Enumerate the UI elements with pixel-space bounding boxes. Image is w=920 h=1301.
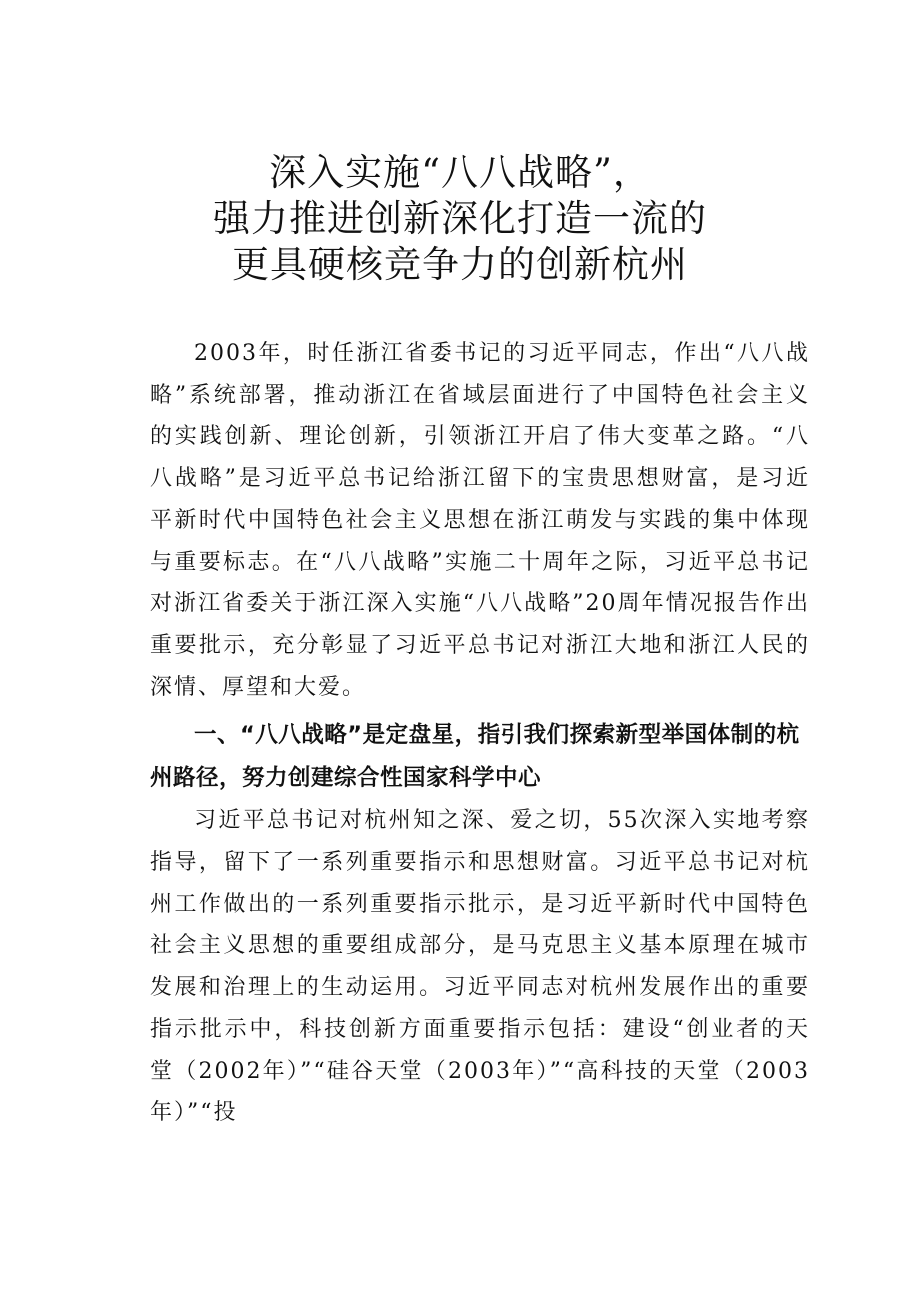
document-body <box>150 333 810 1134</box>
title-line-2: 强力推进创新深化打造一流的 <box>213 197 707 240</box>
section-1-paragraph: 习近平总书记对杭州知之深、爱之切，55次深入实地考察指导，留下了一系列重要指示和思想财富。习近平总书记对杭州工作做出的一系列重要指示批示，是习近平新时代中国特色社会主义思想的重要组成部分，是马克思主义基本原理在城市发展和治理上的生动运用。习近平同志对杭州发展作出的重要指示批示中，科技创新方面重要指示包括：建设“创业者的天堂（2002年）”“硅谷天堂（2003年）”“高科技的天堂（2003年）”“投 <box>150 808 810 1126</box>
title-line-3: 更具硬核竞争力的创新杭州 <box>232 243 688 286</box>
document-title <box>0 150 920 288</box>
title-line-1: 深入实施“八八战略”， <box>269 151 651 194</box>
intro-paragraph: 2003年，时任浙江省委书记的习近平同志，作出“八八战略”系统部署，推动浙江在省域层面进行了中国特色社会主义的实践创新、理论创新，引领浙江开启了伟大变革之路。“八八战略”是习近平总书记给浙江留下的宝贵思想财富，是习近平新时代中国特色社会主义思想在浙江萌发与实践的集中体现与重要标志。在“八八战略”实施二十周年之际，习近平总书记对浙江省委关于浙江深入实施“八八战略”20周年情况报告作出重要批示，充分彰显了习近平总书记对浙江大地和浙江人民的深情、厚望和大爱。 <box>150 341 810 700</box>
section-1-heading: 一、“八八战略”是定盘星，指引我们探索新型举国体制的杭州路径，努力创建综合性国家科学中心 <box>150 722 800 792</box>
